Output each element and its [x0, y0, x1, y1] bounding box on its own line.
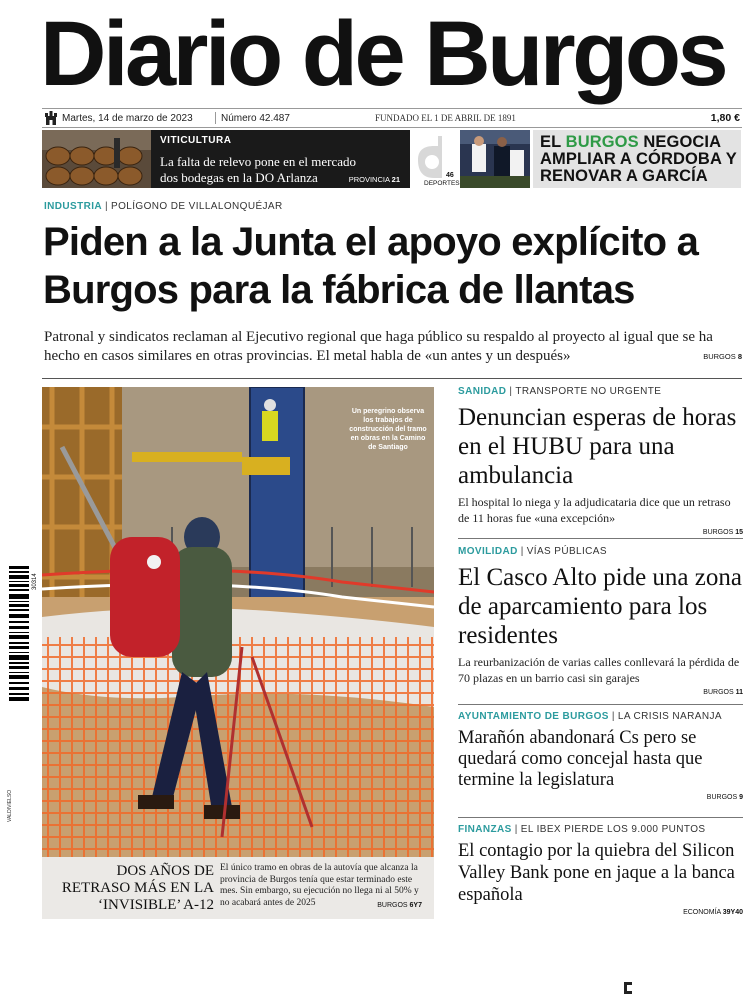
issue-number: Número 42.487 [221, 113, 290, 124]
page-reference: PROVINCIA 21 [348, 175, 400, 184]
barcode-number: 30314 [32, 573, 38, 590]
story-headline: El Casco Alto pide una zona de aparcamiento para los residentes [458, 564, 742, 649]
page-reference: BURGOS 15 [702, 529, 743, 536]
page-reference: BURGOS 8 [703, 352, 742, 361]
story-dek: El hospital lo niega y la adjudicataria dice que un retraso de 11 horas fue «una excepción» [458, 495, 731, 525]
page-reference: BURGOS 6Y7 [377, 902, 422, 909]
story-kicker: MOVILIDAD | VÍAS PÚBLICAS [458, 546, 607, 557]
masthead [40, 0, 746, 105]
photo-caption: Un peregrino observa los trabajos de construcción del tramo en obras en la Camino de Santiago [349, 408, 427, 451]
photo-story[interactable] [42, 857, 434, 919]
burgos-highlight: BURGOS [565, 133, 639, 151]
page-reference: BURGOS 11 [703, 689, 743, 696]
wine-barrels-image [42, 130, 151, 188]
deportes-section: DEPORTES [424, 180, 460, 187]
dateline [42, 108, 742, 128]
lead-kicker: INDUSTRIA | POLÍGONO DE VILLALONQUÉJAR [44, 201, 283, 212]
lead-headline[interactable]: Piden a la Junta el apoyo explícito a Burgos para la fábrica de llantas [43, 220, 699, 312]
divider [458, 817, 743, 818]
divider [458, 704, 743, 705]
divider [42, 378, 742, 379]
deportes-page: 46 [446, 172, 454, 179]
teaser-kicker: VITICULTURA [160, 135, 232, 146]
founded-line: FUNDADO EL 1 DE ABRIL DE 1891 [375, 113, 516, 123]
story-headline: Marañón abandonará Cs pero se quedará como concejal hasta que termine la legislatura [458, 728, 703, 790]
teaser-deportes-headline[interactable] [533, 130, 741, 188]
lead-dek: Patronal y sindicatos reclaman al Ejecutivo regional que haga público su respaldo al proyecto al igual que se ha hecho en casos similares en otras provincias. El metal habla de «un antes y un después» [44, 329, 713, 364]
issue-date: Martes, 14 de marzo de 2023 [62, 113, 193, 124]
football-players-image [460, 130, 530, 188]
photo-credit: VALDIVIELSO [7, 789, 13, 822]
teaser-deportes-logo[interactable] [412, 130, 530, 188]
publisher-mark-icon [622, 981, 634, 995]
side-story-sanidad[interactable] [458, 386, 743, 536]
story-dek: La reurbanización de varias calles conllevará la pérdida de 70 plazas en un barrio casi sin garajes [458, 655, 740, 685]
newspaper-logo[interactable]: Diario de Burgos [40, 3, 726, 105]
story-kicker: SANIDAD | TRANSPORTE NO URGENTE [458, 386, 662, 397]
side-story-movilidad[interactable] [458, 546, 743, 696]
pilgrim-construction-image [42, 387, 434, 857]
teaser-viticultura[interactable] [42, 130, 410, 188]
coat-of-arms-icon [44, 110, 58, 126]
side-story-finanzas[interactable] [458, 824, 743, 916]
side-story-ayuntamiento[interactable] [458, 711, 743, 801]
divider [458, 538, 743, 539]
photo-story-headline: DOS AÑOS DE RETRASO MÁS EN LA ‘INVISIBLE’ A-12 [61, 863, 214, 913]
divider [215, 112, 216, 124]
page-reference: ECONOMÍA 39Y40 [683, 909, 743, 916]
main-photo[interactable] [42, 387, 434, 857]
story-headline: Denuncian esperas de horas en el HUBU para una ambulancia [458, 404, 737, 489]
teaser-headline: La falta de relevo pone en el mercado dos bodegas en la DO Arlanza [160, 154, 356, 185]
story-headline: El contagio por la quiebra del Silicon Valley Bank pone en jaque a la banca española [458, 841, 735, 905]
story-kicker: AYUNTAMIENTO DE BURGOS | LA CRISIS NARANJA [458, 711, 722, 722]
deportes-headline: EL BURGOS NEGOCIA AMPLIAR A CÓRDOBA Y RENOVAR A GARCÍA [540, 133, 737, 185]
price: 1,80 € [710, 112, 740, 124]
story-kicker: FINANZAS | EL IBEX PIERDE LOS 9.000 PUNTOS [458, 824, 706, 835]
barcode-icon [9, 566, 29, 701]
photo-story-text: El único tramo en obras de la autovía que alcanza la provincia de Burgos tenía que estar terminado este mes. Sin embargo, su ejecución no llega ni al 50% y no acabará antes de 2025 [220, 863, 419, 908]
page-reference: BURGOS 9 [706, 794, 743, 801]
